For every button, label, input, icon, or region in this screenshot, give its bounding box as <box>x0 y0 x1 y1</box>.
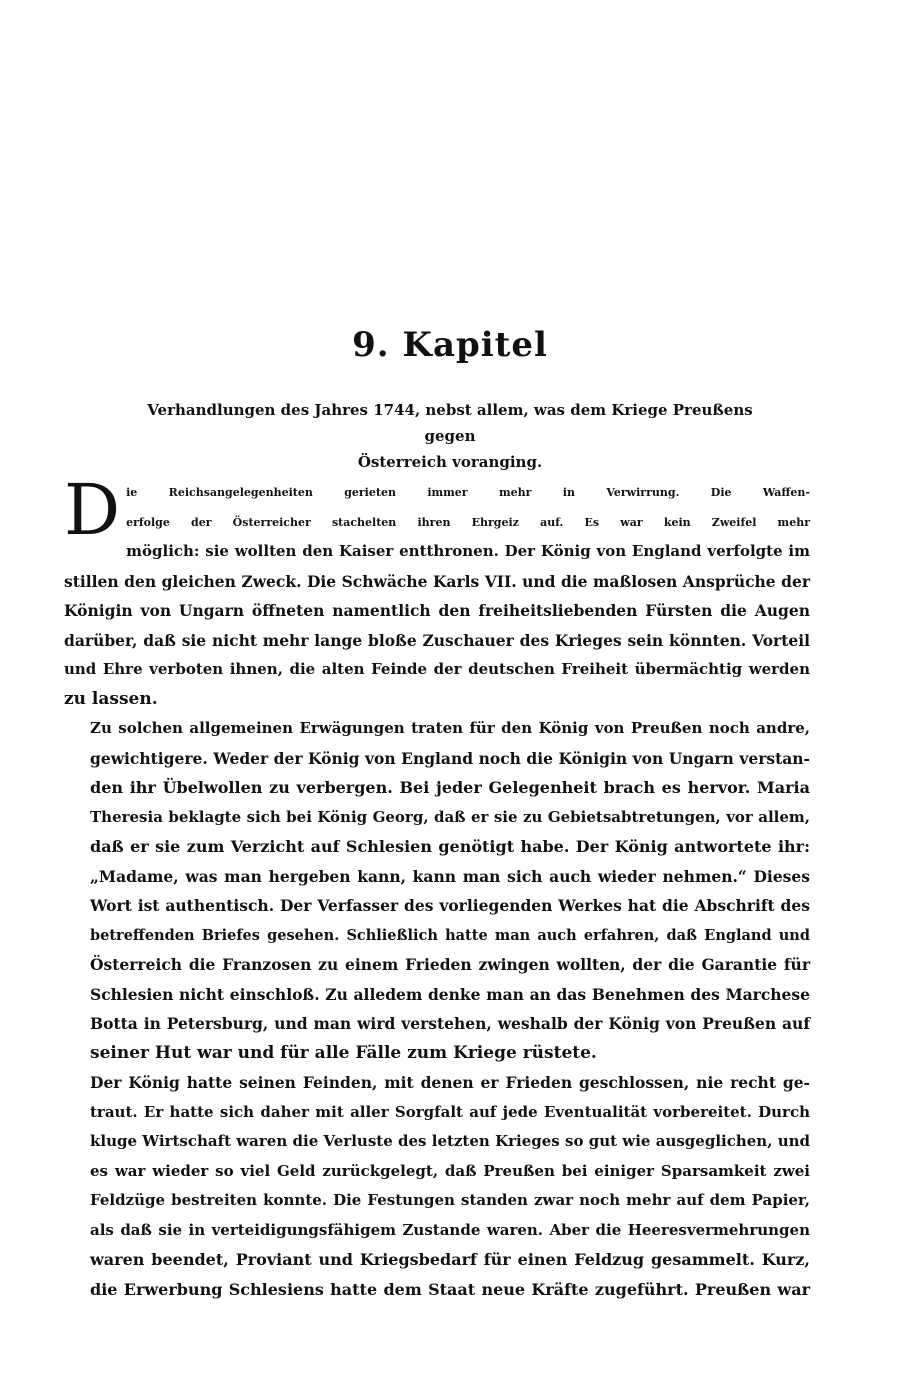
text-line: seiner Hut war und für alle Fälle zum Kriege rüstete. <box>90 1042 597 1063</box>
text-line: Der König hatte seinen Feinden, mit denen er Frieden geschlossen, nie recht ge- <box>90 1073 810 1092</box>
text-line: Botta in Petersburg, und man wird verstehen, weshalb der König von Preußen auf <box>90 1014 810 1033</box>
text-line: „Madame, was man hergeben kann, kann man sich auch wieder nehmen.“ Dieses <box>90 866 810 886</box>
text-line: Feldzüge bestreiten konnte. Die Festungen standen zwar noch mehr auf dem Papier, <box>90 1191 810 1209</box>
text-line: darüber, daß sie nicht mehr lange bloße Zuschauer des Krieges sein könnten. Vorteil <box>64 630 810 650</box>
paragraph-1 <box>64 469 810 714</box>
paragraph-3 <box>64 1068 810 1304</box>
text-line: die Erwerbung Schlesiens hatte dem Staat neue Kräfte zugeführt. Preußen war <box>90 1279 810 1299</box>
text-line: Königin von Ungarn öffneten namentlich den freiheitsliebenden Fürsten die Augen <box>64 601 810 620</box>
chapter-summary <box>130 397 770 475</box>
drop-cap-initial: D <box>64 469 121 551</box>
chapter-heading: 9. Kapitel <box>352 325 548 365</box>
text-line: kluge Wirtschaft waren die Verluste des letzten Krieges so gut wie ausgeglichen, und <box>90 1132 810 1150</box>
text-line: ie Reichsangelegenheiten gerieten immer mehr in Verwirrung. Die Waffen- <box>126 486 810 499</box>
text-line: waren beendet, Proviant und Kriegsbedarf für einen Feldzug gesammelt. Kurz, <box>90 1250 810 1269</box>
text-line: erfolge der Österreicher stachelten ihren Ehrgeiz auf. Es war kein Zweifel mehr <box>126 515 810 529</box>
text-line: gewichtigere. Weder der König von England noch die Königin von Ungarn verstan- <box>90 748 810 768</box>
chapter-summary-line: Österreich voranging. <box>357 453 543 471</box>
text-line: traut. Er hatte sich daher mit aller Sorgfalt auf jede Eventualität vorbereitet. Durch <box>90 1102 810 1121</box>
text-line: den ihr Übelwollen zu verbergen. Bei jeder Gelegenheit brach es hervor. Maria <box>90 778 810 797</box>
text-line: Österreich die Franzosen zu einem Frieden zwingen wollten, der die Garantie für <box>90 955 810 974</box>
text-line: Wort ist authentisch. Der Verfasser des vorliegenden Werkes hat die Abschrift des <box>90 896 810 915</box>
text-line: daß er sie zum Verzicht auf Schlesien genötigt habe. Der König antwortete ihr: <box>90 837 810 856</box>
chapter-summary-line: Verhandlungen des Jahres 1744, nebst allem, was dem Kriege Preußens gegen <box>147 401 753 445</box>
text-line: möglich: sie wollten den Kaiser entthronen. Der König von England verfolgte im <box>126 542 810 560</box>
chapter-body-text <box>64 469 810 1304</box>
paragraph-2 <box>64 714 810 1068</box>
text-line: stillen den gleichen Zweck. Die Schwäche Karls VII. und die maßlosen Ansprüche der <box>64 571 810 591</box>
text-line: als daß sie in verteidigungsfähigem Zustande waren. Aber die Heeresvermehrungen <box>90 1220 810 1239</box>
text-line: Theresia beklagte sich bei König Georg, daß er sie zu Gebietsabtretungen, vor allem, <box>90 807 810 826</box>
text-line: zu lassen. <box>64 688 158 709</box>
text-line: und Ehre verboten ihnen, die alten Feinde der deutschen Freiheit übermächtig werden <box>64 660 810 678</box>
text-line: Zu solchen allgemeinen Erwägungen traten für den König von Preußen noch andre, <box>90 719 810 737</box>
text-line: Schlesien nicht einschloß. Zu alledem denke man an das Benehmen des Marchese <box>90 984 810 1004</box>
text-line: betreffenden Briefes gesehen. Schließlich hatte man auch erfahren, daß England und <box>90 926 810 944</box>
text-line: es war wieder so viel Geld zurückgelegt, daß Preußen bei einiger Sparsamkeit zwei <box>90 1161 810 1180</box>
